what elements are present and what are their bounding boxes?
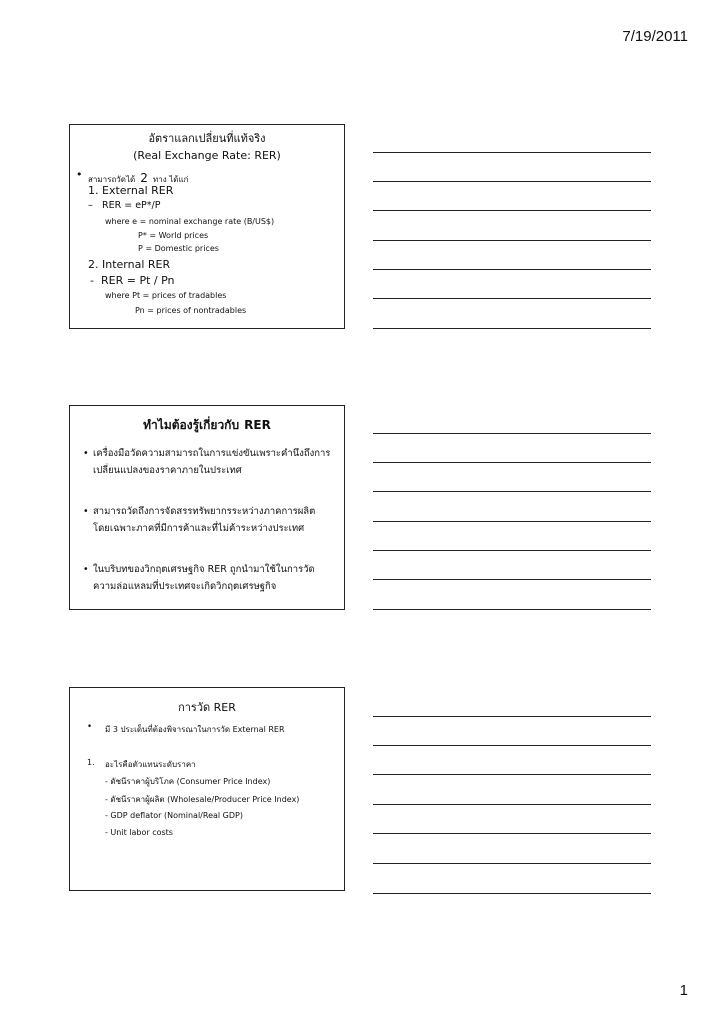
note-line [373, 804, 651, 805]
note-line [373, 833, 651, 834]
intro-suffix: ทาง ได้แก่ [153, 175, 189, 184]
p-domestic-definition: P = Domestic prices [138, 244, 219, 253]
unit-labor-costs-option: - Unit labor costs [105, 828, 173, 837]
note-line [373, 210, 651, 211]
slide-title: การวัด RER [178, 701, 236, 714]
point2-line1: สามารถวัดถึงการจัดสรรทรัพยากรระหว่างภาคการผลิต [93, 506, 316, 517]
bullet-marker: • [83, 506, 89, 517]
note-line [373, 433, 651, 434]
external-dash: – [88, 200, 93, 211]
gdp-deflator-option: - GDP deflator (Nominal/Real GDP) [105, 811, 243, 820]
slide-title: อัตราแลกเปลี่ยนที่แท้จริง [148, 132, 266, 145]
note-line [373, 609, 651, 610]
internal-rer-formula: RER = Pt / Pn [101, 274, 175, 287]
note-line [373, 152, 651, 153]
slide-real-exchange-rate [69, 124, 345, 329]
intro-prefix: สามารถวัดได้ [88, 175, 136, 184]
intro-number: 2 [140, 171, 148, 185]
pn-definition: Pn = prices of nontradables [135, 306, 247, 315]
note-line [373, 579, 651, 580]
bullet-marker: • [83, 448, 89, 459]
bullet-marker: • [76, 168, 83, 181]
page-number: 1 [679, 982, 688, 999]
external-rer-formula: RER = eP*/P [102, 200, 161, 211]
bullet-marker: • [87, 722, 93, 732]
slide-title [70, 414, 344, 435]
note-line [373, 240, 651, 241]
note-line [373, 893, 651, 894]
note-line [373, 521, 651, 522]
point3-line1: ในบริบทของวิกฤตเศรษฐกิจ RER ถูกนำมาใช้ในการวัด [93, 564, 315, 575]
ppi-option: - ดัชนีราคาผู้ผลิต (Wholesale/Producer Price Index) [105, 795, 300, 804]
point1-line1: เครื่องมือวัดความสามารถในการแข่งขันเพราะคำนึงถึงการ [93, 448, 331, 459]
point3-line2: ความล่อแหลมที่ประเทศจะเกิดวิกฤตเศรษฐกิจ [93, 581, 277, 592]
note-line [373, 863, 651, 864]
note-line [373, 491, 651, 492]
note-line [373, 462, 651, 463]
slide-measuring-rer [69, 687, 345, 891]
where-e-definition: where e = nominal exchange rate (B/US$) [105, 217, 275, 226]
cpi-option: - ดัชนีราคาผู้บริโภค (Consumer Price Index) [105, 777, 271, 786]
item-number: 1. [87, 758, 95, 767]
print-date: 7/19/2011 [622, 28, 688, 45]
note-line [373, 269, 651, 270]
external-rer-heading: 1. External RER [88, 184, 174, 197]
considerations-point: มี 3 ประเด็นที่ต้องพิจารณาในการวัด External RER [105, 725, 285, 734]
internal-rer-heading: 2. Internal RER [88, 258, 171, 271]
note-line [373, 328, 651, 329]
note-line [373, 745, 651, 746]
note-line [373, 298, 651, 299]
note-line [373, 550, 651, 551]
title-thai: ทำไมต้องรู้เกี่ยวกับ [143, 418, 240, 432]
point2-line2: โดยเฉพาะภาคที่มีการค้าและที่ไม่ค้าระหว่างประเทศ [93, 523, 305, 534]
where-pt-definition: where Pt = prices of tradables [105, 291, 227, 300]
slide-subtitle: (Real Exchange Rate: RER) [133, 149, 281, 162]
point1-line2: เปลี่ยนแปลงของราคาภายในประเทศ [93, 465, 242, 476]
note-line [373, 716, 651, 717]
price-level-question: อะไรคือตัวแทนระดับราคา [105, 760, 196, 769]
p-star-definition: P* = World prices [138, 231, 209, 240]
slide-why-rer [69, 405, 345, 610]
note-line [373, 774, 651, 775]
note-line [373, 181, 651, 182]
internal-dash: - [90, 274, 94, 287]
title-rer: RER [244, 418, 271, 432]
bullet-marker: • [83, 564, 89, 575]
